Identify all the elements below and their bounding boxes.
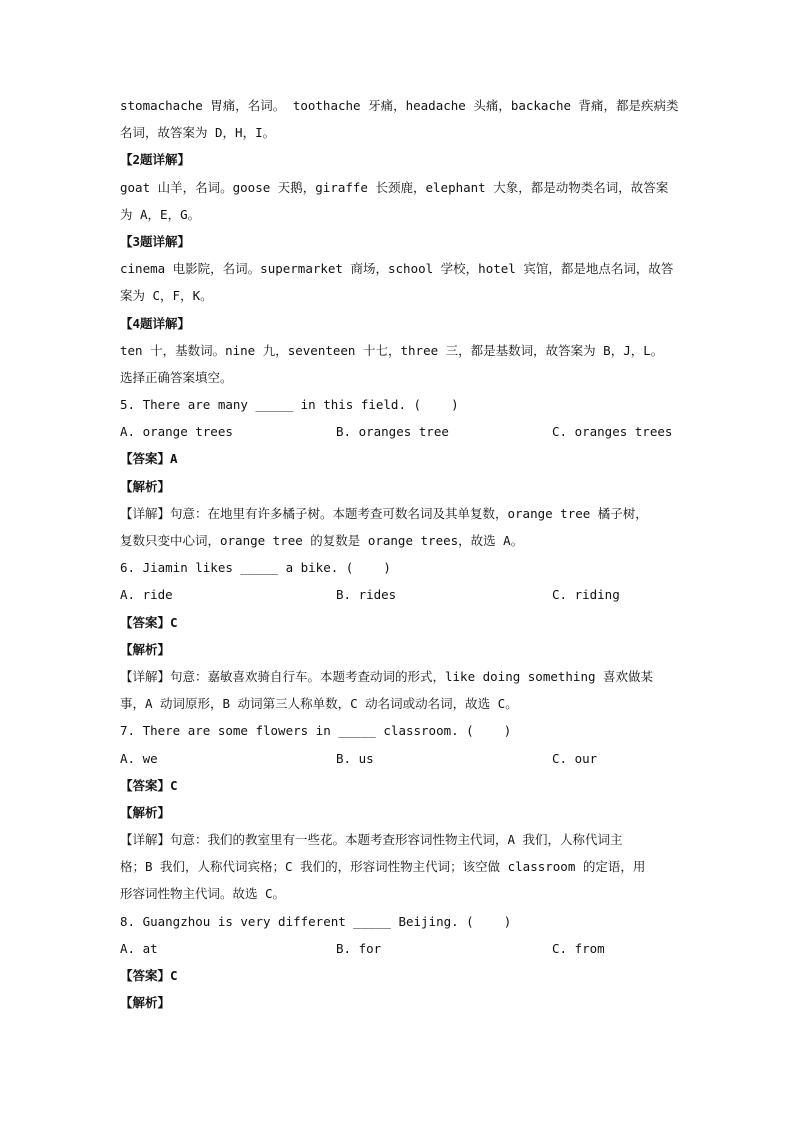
option-c: C. from (552, 940, 605, 956)
analysis-label: 【解析】 (120, 478, 171, 494)
option-b: B. rides (336, 587, 397, 603)
answer-label: 【答案】C (120, 777, 178, 793)
detail-line: 【详解】句意：我们的教室里有一些花。本题考查形容词性物主代词，A 我们，人称代词主 (120, 832, 623, 848)
analysis-label: 【解析】 (120, 641, 171, 657)
option-a: A. orange trees (120, 424, 233, 440)
option-c: C. our (552, 750, 598, 766)
text-line: 选择正确答案填空。 (120, 369, 233, 385)
analysis-label: 【解析】 (120, 995, 171, 1011)
section-heading: 【2题详解】 (120, 152, 191, 168)
detail-line: 事，A 动词原形，B 动词第三人称单数，C 动名词或动名词，故选 C。 (120, 696, 518, 712)
detail-line: 形容词性物主代词。故选 C。 (120, 886, 286, 902)
question-stem: 5. There are many _____ in this field. ( ) (120, 397, 459, 413)
section-heading: 【3题详解】 (120, 233, 191, 249)
section-heading: 【4题详解】 (120, 315, 191, 331)
text-line: goat 山羊，名词。goose 天鹅，giraffe 长颈鹿，elephant 大象，都是动物类名词，故答案 (120, 179, 669, 195)
text-line: ten 十，基数词。nine 九，seventeen 十七，three 三，都是基数词，故答案为 B，J，L。 (120, 342, 664, 358)
answer-label: 【答案】C (120, 968, 178, 983)
question-stem: 7. There are some flowers in _____ classroom. ( ) (120, 723, 512, 739)
question-options (120, 581, 680, 608)
text-line: 名词，故答案为 D，H，I。 (120, 125, 276, 141)
text-line: 为 A，E，G。 (120, 206, 201, 222)
answer-label: 【答案】C (120, 614, 178, 630)
option-b: B. us (336, 750, 374, 766)
question-options (120, 745, 680, 772)
text-line: stomachache 胃痛，名词。 toothache 牙痛，headache 头痛，backache 背痛，都是疾病类 (120, 98, 679, 113)
question-options (120, 418, 680, 445)
text-line: 案为 C，F，K。 (120, 288, 213, 304)
detail-line: 格；B 我们，人称代词宾格；C 我们的，形容词性物主代词；该空做 classroom 的定语，用 (120, 859, 646, 875)
option-b: B. oranges tree (336, 424, 449, 440)
option-b: B. for (336, 940, 382, 956)
option-a: A. at (120, 940, 158, 956)
option-c: C. riding (552, 587, 620, 603)
option-a: A. we (120, 750, 158, 766)
answer-label: 【答案】A (120, 451, 178, 467)
detail-line: 【详解】句意：嘉敏喜欢骑自行车。本题考查动词的形式，like doing something 喜欢做某 (120, 668, 654, 684)
detail-line: 复数只变中心词，orange tree 的复数是 orange trees，故选 A。 (120, 533, 524, 548)
question-options (120, 935, 680, 962)
option-c: C. oranges trees (552, 424, 673, 440)
document-page (120, 92, 680, 1016)
analysis-label: 【解析】 (120, 804, 171, 820)
text-line: cinema 电影院，名词。supermarket 商场，school 学校，hotel 宾馆，都是地点名词，故答 (120, 261, 674, 277)
question-stem: 8. Guangzhou is very different _____ Beijing. ( ) (120, 913, 512, 929)
option-a: A. ride (120, 587, 173, 603)
detail-line: 【详解】句意：在地里有许多橘子树。本题考查可数名词及其单复数，orange tree 橘子树， (120, 505, 648, 521)
question-stem: 6. Jiamin likes _____ a bike. ( ) (120, 560, 391, 576)
